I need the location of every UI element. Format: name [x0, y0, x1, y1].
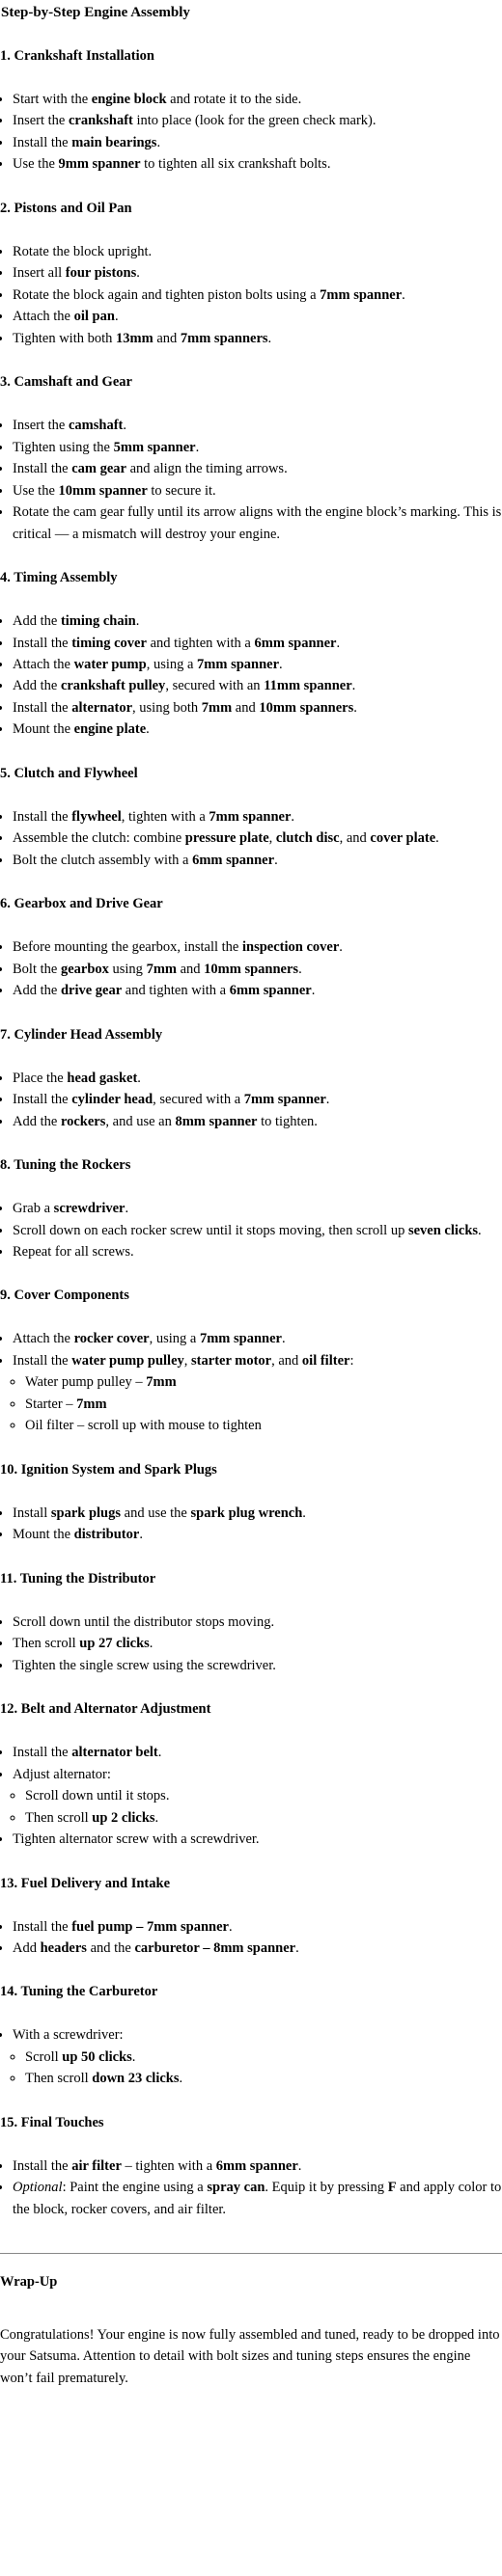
- step-item: [13, 959, 502, 980]
- bold-text: 7mm spanners: [180, 330, 268, 346]
- step-item: [13, 2177, 502, 2220]
- step-list: [0, 1068, 502, 1132]
- text-run: into place (look for the green check mark).: [132, 113, 376, 129]
- bold-text: 6mm spanner: [229, 983, 312, 999]
- text-run: Bolt the clutch assembly with a: [13, 852, 193, 868]
- sections-container: [0, 46, 502, 2220]
- text-run: With a screwdriver:: [13, 2027, 124, 2044]
- text-run: Install the: [13, 2157, 72, 2174]
- step-item: [13, 1938, 502, 1959]
- section-heading: 5. Clutch and Flywheel: [0, 765, 138, 781]
- text-run: : Paint the engine using a: [62, 2180, 208, 2196]
- section-heading: 9. Cover Components: [0, 1288, 129, 1304]
- text-run: and the: [86, 1939, 135, 1956]
- step-list: [0, 2156, 502, 2220]
- section-heading: 7. Cylinder Head Assembly: [0, 1026, 163, 1043]
- bold-text: 7mm: [201, 699, 233, 716]
- text-run: Rotate the cam gear fully until its arrow aligns with the engine block’s marking. This is critical — a mismatch will destroy your engine.: [13, 504, 502, 542]
- text-run: , tighten with a: [121, 808, 209, 825]
- text-run: .: [291, 808, 295, 825]
- section-heading: 4. Timing Assembly: [0, 570, 118, 586]
- bold-text: cam gear: [71, 461, 126, 477]
- text-run: .: [274, 852, 278, 868]
- bold-text: seven clicks: [407, 1222, 479, 1238]
- bold-text: engine plate: [73, 721, 147, 738]
- step-item: [13, 132, 502, 153]
- text-run: .: [295, 1939, 299, 1956]
- bold-text: 7mm spanner: [209, 808, 292, 825]
- text-run: and align the timing arrows.: [126, 461, 288, 477]
- bold-text: 8mm spanner: [175, 1113, 258, 1129]
- step-item: [13, 306, 502, 327]
- text-run: Install the: [13, 1352, 72, 1369]
- bold-text: alternator belt: [71, 1745, 158, 1761]
- section-heading: 13. Fuel Delivery and Intake: [0, 1875, 171, 1891]
- text-run: to tighten.: [257, 1113, 318, 1129]
- text-run: Mount the: [13, 1527, 74, 1543]
- step-list: [0, 89, 502, 176]
- bold-text: clutch disc: [275, 830, 340, 847]
- step-item: [13, 936, 502, 958]
- text-run: .: [353, 699, 357, 716]
- text-run: Then scroll: [13, 1636, 80, 1652]
- text-run: .: [279, 656, 283, 672]
- bold-text: 9mm spanner: [58, 156, 141, 173]
- text-run: .: [179, 2071, 183, 2087]
- text-run: Tighten alternator screw with a screwdriver.: [13, 1831, 260, 1848]
- text-run: .: [149, 1636, 153, 1652]
- bold-text: oil filter: [301, 1352, 350, 1369]
- bold-text: 6mm spanner: [254, 635, 337, 651]
- wrap-up-heading: Wrap-Up: [0, 2274, 58, 2291]
- text-run: Install the: [13, 461, 72, 477]
- step-item: [13, 110, 502, 131]
- text-run: Adjust alternator:: [13, 1766, 111, 1782]
- step-item: [13, 1633, 502, 1654]
- text-run: Install the: [13, 699, 72, 716]
- step-item: [13, 1089, 502, 1110]
- text-run: Attach the: [13, 656, 74, 672]
- section-heading: 6. Gearbox and Drive Gear: [0, 896, 163, 912]
- text-run: .: [139, 1527, 143, 1543]
- bold-text: 11mm spanner: [264, 678, 352, 694]
- text-run: .: [336, 635, 341, 651]
- text-run: Scroll down until it stops.: [25, 1788, 170, 1804]
- text-run: Oil filter – scroll up with mouse to tighten: [25, 1418, 262, 1434]
- step-item: [13, 480, 502, 502]
- step-item: [13, 437, 502, 458]
- text-run: Insert all: [13, 265, 66, 282]
- text-run: .: [137, 1070, 141, 1086]
- step-list: [0, 241, 502, 349]
- bold-text: oil pan: [73, 309, 115, 325]
- text-run: to tighten all six crankshaft bolts.: [140, 156, 331, 173]
- step-item: [13, 610, 502, 632]
- bold-text: head gasket: [67, 1070, 138, 1086]
- text-run: .: [302, 1505, 306, 1521]
- text-run: .: [298, 961, 302, 977]
- step-item: [13, 654, 502, 675]
- divider: [0, 2253, 502, 2254]
- text-run: .: [136, 265, 140, 282]
- step-item: [13, 1068, 502, 1089]
- sub-step-item: [25, 1394, 502, 1415]
- bold-text: drive gear: [60, 983, 123, 999]
- sub-step-list: [13, 1785, 502, 1829]
- step-list: [0, 1198, 502, 1262]
- text-run: Then scroll: [25, 1809, 93, 1826]
- bold-text: headers: [40, 1939, 87, 1956]
- text-run: .: [123, 418, 126, 434]
- step-list: [0, 610, 502, 741]
- bold-text: air filter: [71, 2157, 122, 2174]
- bold-text: main bearings: [71, 134, 157, 150]
- text-run: ,: [183, 1352, 192, 1369]
- bold-text: water pump pulley: [71, 1352, 184, 1369]
- text-run: , and use an: [105, 1113, 176, 1129]
- bold-text: 7mm spanner: [320, 286, 403, 303]
- text-run: Rotate the block upright.: [13, 243, 153, 259]
- text-run: .: [125, 1201, 129, 1217]
- step-item: [13, 675, 502, 696]
- text-run: Tighten using the: [13, 439, 114, 455]
- bold-text: timing cover: [71, 635, 147, 651]
- text-run: Install: [13, 1505, 51, 1521]
- step-item: [13, 285, 502, 306]
- sub-step-item: [25, 2047, 502, 2068]
- step-item: [13, 719, 502, 740]
- text-run: Water pump pulley –: [25, 1374, 147, 1391]
- step-item: [13, 1916, 502, 1938]
- bold-text: rockers: [60, 1113, 106, 1129]
- text-run: .: [228, 1918, 233, 1935]
- step-item: [13, 1241, 502, 1262]
- text-run: – tighten with a: [121, 2157, 216, 2174]
- bold-text: rocker cover: [73, 1331, 150, 1347]
- step-item: [13, 241, 502, 262]
- step-list: [0, 1503, 502, 1546]
- step-item: [13, 827, 502, 849]
- bold-text: screwdriver: [53, 1201, 126, 1217]
- step-item: [13, 1328, 502, 1349]
- bold-text: 10mm spanner: [58, 482, 148, 499]
- text-run: , using a: [146, 656, 198, 672]
- step-list: [0, 936, 502, 1001]
- section-heading: 1. Crankshaft Installation: [0, 48, 154, 64]
- bold-text: 5mm spanner: [113, 439, 196, 455]
- text-run: Grab a: [13, 1201, 54, 1217]
- bold-text: fuel pump – 7mm spanner: [71, 1918, 229, 1935]
- section-heading: 15. Final Touches: [0, 2114, 104, 2130]
- text-run: .: [297, 2157, 302, 2174]
- text-run: Install the: [13, 134, 72, 150]
- text-run: Mount the: [13, 721, 74, 738]
- step-item: [13, 850, 502, 871]
- text-run: Rotate the block again and tighten piston bolts using a: [13, 286, 321, 303]
- text-run: Add the: [13, 1113, 61, 1129]
- page-title: Step-by-Step Engine Assembly: [1, 5, 190, 20]
- italic-text: Optional: [13, 2180, 63, 2196]
- text-run: .: [339, 939, 343, 956]
- step-item: [13, 980, 502, 1001]
- bold-text: 7mm: [146, 1374, 177, 1391]
- text-run: Scroll: [25, 2048, 63, 2065]
- text-run: Attach the: [13, 1331, 74, 1347]
- text-run: .: [325, 1092, 330, 1108]
- text-run: , and: [339, 830, 371, 847]
- text-run: Use the: [13, 482, 59, 499]
- step-list: [0, 1742, 502, 1850]
- text-run: Install the: [13, 1918, 72, 1935]
- text-run: ,: [268, 830, 276, 847]
- bold-text: carburetor – 8mm spanner: [134, 1939, 296, 1956]
- text-run: .: [478, 1222, 482, 1238]
- text-run: Starter –: [25, 1396, 77, 1412]
- section-heading: 2. Pistons and Oil Pan: [0, 200, 132, 216]
- text-run: , secured with an: [165, 678, 265, 694]
- section-heading: 14. Tuning the Carburetor: [0, 1984, 158, 2000]
- sub-step-item: [25, 1785, 502, 1806]
- text-run: and tighten with a: [122, 983, 230, 999]
- bold-text: 10mm spanners: [204, 961, 299, 977]
- text-run: Place the: [13, 1070, 68, 1086]
- text-run: Install the: [13, 635, 72, 651]
- bold-text: flywheel: [71, 808, 122, 825]
- text-run: Tighten with both: [13, 330, 117, 346]
- step-list: [0, 415, 502, 545]
- bold-text: 7mm: [76, 1396, 107, 1412]
- bold-text: four pistons: [65, 265, 137, 282]
- bold-text: 7mm: [146, 961, 177, 977]
- step-item: [13, 89, 502, 110]
- step-item: [13, 1220, 502, 1241]
- text-run: Scroll down on each rocker screw until it stops moving, then scroll up: [13, 1222, 408, 1238]
- text-run: Attach the: [13, 309, 74, 325]
- step-list: [0, 806, 502, 871]
- text-run: , secured with a: [153, 1092, 244, 1108]
- step-item: [13, 502, 502, 545]
- bold-text: 10mm spanners: [259, 699, 354, 716]
- sub-step-item: [25, 1371, 502, 1393]
- bold-text: engine block: [91, 92, 167, 107]
- step-item: [13, 415, 502, 436]
- sub-step-list: [13, 2047, 502, 2090]
- text-run: and tighten with a: [146, 635, 255, 651]
- text-run: .: [195, 439, 200, 455]
- text-run: .: [131, 2048, 136, 2065]
- text-run: .: [267, 330, 272, 346]
- text-run: .: [311, 983, 316, 999]
- text-run: Repeat for all screws.: [13, 1244, 134, 1260]
- bold-text: starter motor: [191, 1352, 272, 1369]
- bold-text: 6mm spanner: [215, 2157, 298, 2174]
- wrap-up-text: Congratulations! Your engine is now fully assembled and tuned, ready to be dropped into your Satsuma. Attention to detail with bolt sizes and tuning steps ensures the engine won’t fail prematurely.: [0, 2326, 500, 2386]
- bold-text: inspection cover: [241, 939, 340, 956]
- bold-text: spray can: [207, 2180, 265, 2196]
- text-run: .: [351, 678, 356, 694]
- text-run: Tighten the single screw using the screwdriver.: [13, 1657, 276, 1673]
- text-run: .: [281, 1331, 286, 1347]
- text-run: Bolt the: [13, 961, 61, 977]
- bold-text: cover plate: [370, 830, 436, 847]
- bold-text: up 2 clicks: [92, 1809, 155, 1826]
- text-run: Insert the: [13, 418, 69, 434]
- bold-text: 7mm spanner: [197, 656, 280, 672]
- bold-text: 7mm spanner: [199, 1331, 282, 1347]
- step-item: [13, 1524, 502, 1545]
- step-list: [0, 1916, 502, 1960]
- text-run: Install the: [13, 1092, 72, 1108]
- bold-text: 6mm spanner: [192, 852, 275, 868]
- text-run: Install the: [13, 808, 72, 825]
- text-run: to secure it.: [147, 482, 216, 499]
- sub-step-item: [25, 1807, 502, 1829]
- step-item: [13, 1350, 502, 1437]
- text-run: , and: [271, 1352, 302, 1369]
- bold-text: F: [387, 2180, 397, 2196]
- step-item: [13, 806, 502, 827]
- step-item: [13, 697, 502, 719]
- bold-text: spark plug wrench: [190, 1505, 303, 1521]
- step-item: [13, 458, 502, 479]
- text-run: , using a: [149, 1331, 200, 1347]
- text-run: and rotate it to the side.: [166, 92, 302, 107]
- step-item: [13, 262, 502, 284]
- sub-step-list: [13, 1371, 502, 1436]
- sub-step-item: [25, 1415, 502, 1436]
- step-item: [13, 633, 502, 654]
- bold-text: 7mm spanner: [243, 1092, 326, 1108]
- text-run: Add the: [13, 678, 61, 694]
- section-heading: 8. Tuning the Rockers: [0, 1157, 131, 1174]
- step-list: [0, 2024, 502, 2089]
- step-item: [13, 1829, 502, 1850]
- step-item: [13, 153, 502, 175]
- text-run: Use the: [13, 156, 59, 173]
- bold-text: water pump: [73, 656, 147, 672]
- section-heading: 10. Ignition System and Spark Plugs: [0, 1461, 217, 1478]
- text-run: . Equip it by pressing: [265, 2180, 388, 2196]
- step-item: [13, 2024, 502, 2089]
- text-run: .: [135, 613, 140, 630]
- text-run: .: [156, 134, 161, 150]
- text-run: .: [154, 1809, 159, 1826]
- step-list: [0, 1328, 502, 1436]
- text-run: Before mounting the gearbox, install the: [13, 939, 242, 956]
- text-run: .: [114, 309, 119, 325]
- step-item: [13, 328, 502, 349]
- step-item: [13, 1764, 502, 1829]
- step-list: [0, 1612, 502, 1676]
- text-run: Add the: [13, 983, 61, 999]
- bold-text: up 50 clicks: [62, 2048, 132, 2065]
- bold-text: 13mm: [116, 330, 153, 346]
- text-run: and use the: [121, 1505, 191, 1521]
- text-run: and apply color to the block, rocker covers, and air filter.: [13, 2180, 502, 2217]
- section-heading: 12. Belt and Alternator Adjustment: [0, 1701, 211, 1718]
- section-heading: 3. Camshaft and Gear: [0, 374, 132, 391]
- text-run: Then scroll: [25, 2071, 93, 2087]
- text-run: .: [435, 830, 439, 847]
- text-run: using: [108, 961, 147, 977]
- text-run: Add: [13, 1939, 41, 1956]
- text-run: Scroll down until the distributor stops moving.: [13, 1613, 275, 1630]
- text-run: Install the: [13, 1745, 72, 1761]
- text-run: , using both: [132, 699, 202, 716]
- text-run: .: [402, 286, 405, 303]
- step-item: [13, 1655, 502, 1676]
- bold-text: crankshaft pulley: [60, 678, 166, 694]
- sub-step-item: [25, 2068, 502, 2089]
- text-run: and: [232, 699, 260, 716]
- text-run: Add the: [13, 613, 61, 630]
- step-item: [13, 1742, 502, 1763]
- step-item: [13, 1612, 502, 1633]
- bold-text: timing chain: [60, 613, 136, 630]
- step-item: [13, 1198, 502, 1219]
- step-item: [13, 1503, 502, 1524]
- bold-text: spark plugs: [50, 1505, 122, 1521]
- text-run: and: [153, 330, 181, 346]
- text-run: Start with the: [13, 92, 92, 107]
- text-run: :: [349, 1352, 354, 1369]
- text-run: Insert the: [13, 113, 69, 129]
- section-heading: 11. Tuning the Distributor: [0, 1570, 156, 1586]
- step-item: [13, 1111, 502, 1132]
- text-run: .: [157, 1745, 162, 1761]
- bold-text: camshaft: [68, 418, 124, 434]
- bold-text: crankshaft: [68, 113, 133, 129]
- bold-text: pressure plate: [184, 830, 269, 847]
- bold-text: down 23 clicks: [92, 2071, 180, 2087]
- step-item: [13, 2156, 502, 2177]
- bold-text: distributor: [73, 1527, 140, 1543]
- bold-text: up 27 clicks: [79, 1636, 150, 1652]
- text-run: Assemble the clutch: combine: [13, 830, 185, 847]
- bold-text: cylinder head: [71, 1092, 153, 1108]
- bold-text: alternator: [71, 699, 133, 716]
- text-run: and: [176, 961, 205, 977]
- text-run: .: [146, 721, 150, 738]
- bold-text: gearbox: [60, 961, 109, 977]
